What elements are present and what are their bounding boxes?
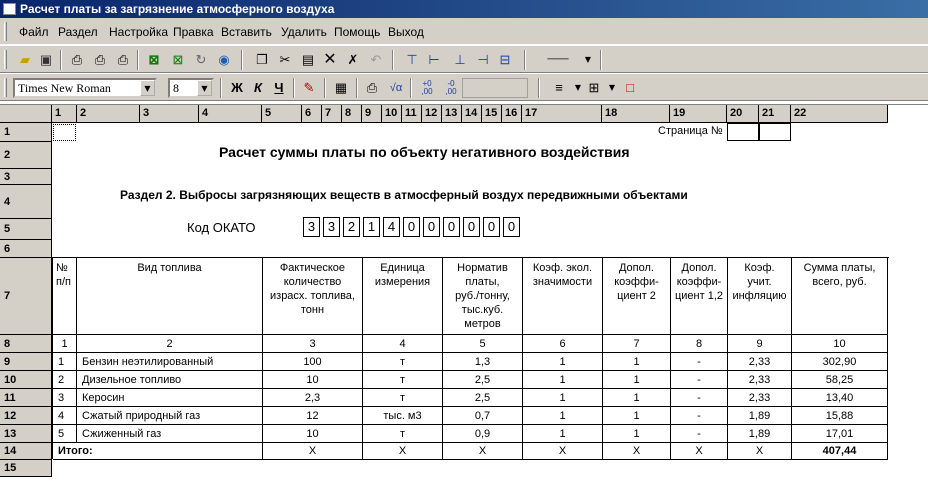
table-header-line: инфляцию bbox=[732, 290, 787, 302]
table-cell-inflation-coef[interactable]: 2,33 bbox=[728, 389, 792, 407]
page-number-box[interactable] bbox=[727, 123, 759, 141]
globe-icon[interactable]: ◉ bbox=[218, 52, 230, 67]
table-cell-rate[interactable]: 1,3 bbox=[443, 353, 523, 371]
insert-col-icon[interactable]: ⊢ bbox=[428, 52, 440, 67]
table-cell-unit[interactable]: т bbox=[363, 353, 443, 371]
table-cell-eco-coef[interactable]: 1 bbox=[523, 389, 603, 407]
formula-icon[interactable]: √α bbox=[389, 82, 403, 94]
row-header[interactable]: 8 bbox=[0, 335, 52, 353]
bold-button[interactable]: Ж bbox=[231, 80, 243, 95]
table-cell-coef-2[interactable]: 1 bbox=[603, 353, 671, 371]
table-header-line: Единица bbox=[380, 262, 425, 274]
table-header-line: значимости bbox=[532, 276, 593, 288]
table-header-line: п/п bbox=[56, 276, 71, 288]
row-header[interactable]: 15 bbox=[0, 460, 52, 477]
column-header[interactable]: 12 bbox=[422, 105, 442, 123]
toolbar-separator bbox=[538, 78, 540, 98]
table-header-line: коэффи- bbox=[614, 276, 659, 288]
table-header-text bbox=[614, 261, 659, 303]
column-header[interactable]: 3 bbox=[140, 105, 199, 123]
total-cell-inflation-coef[interactable]: X bbox=[728, 443, 792, 460]
table-header-rate bbox=[443, 258, 523, 335]
print-icon[interactable]: ⎙ bbox=[117, 52, 129, 67]
excel-icon[interactable]: ⊠ bbox=[148, 52, 160, 67]
table-cell-coef-1-2[interactable]: - bbox=[671, 389, 728, 407]
column-header[interactable]: 2 bbox=[77, 105, 140, 123]
table-cell-coef-2[interactable]: 1 bbox=[603, 371, 671, 389]
table-header-line: метров bbox=[464, 318, 501, 330]
okato-digit[interactable]: 0 bbox=[403, 217, 420, 237]
table-cell-fuel[interactable]: Сжиженный газ bbox=[77, 425, 263, 443]
add-decimal-button[interactable]: +0 ,00 bbox=[421, 79, 433, 96]
okato-label: Код ОКАТО bbox=[187, 220, 256, 235]
column-header[interactable]: 20 bbox=[727, 105, 759, 123]
table-cell-unit[interactable]: т bbox=[363, 425, 443, 443]
toolbar-separator bbox=[356, 78, 358, 98]
column-header[interactable]: 17 bbox=[522, 105, 602, 123]
table-header-text bbox=[270, 261, 355, 317]
menu-delete[interactable]: Удалить bbox=[281, 25, 327, 39]
column-header[interactable]: 21 bbox=[759, 105, 791, 123]
page-label: Страница № bbox=[658, 125, 723, 137]
table-header-eco-coef bbox=[523, 258, 603, 335]
menu-grip bbox=[4, 22, 7, 41]
table-header-unit bbox=[363, 258, 443, 335]
table-cell-total-sum[interactable]: 58,25 bbox=[792, 371, 888, 389]
okato-digit[interactable]: 0 bbox=[463, 217, 480, 237]
column-number-cell[interactable]: 8 bbox=[671, 335, 728, 353]
column-header[interactable]: 1 bbox=[52, 105, 77, 123]
toolbar-separator bbox=[600, 50, 602, 70]
table-header-fuel bbox=[77, 258, 263, 335]
column-number-cell[interactable]: 1 bbox=[53, 335, 77, 353]
table-cell-coef-2[interactable]: 1 bbox=[603, 407, 671, 425]
column-number-cell[interactable]: 3 bbox=[263, 335, 363, 353]
table-header-line: циент 1,2 bbox=[674, 290, 724, 302]
blank-field bbox=[462, 78, 528, 98]
table-cell-coef-1-2[interactable]: - bbox=[671, 425, 728, 443]
refresh-icon[interactable]: ⊠ bbox=[172, 52, 184, 67]
table-header-line: № bbox=[56, 262, 68, 274]
row-header[interactable]: 9 bbox=[0, 353, 52, 371]
table-cell-quantity[interactable]: 10 bbox=[263, 425, 363, 443]
table-header-line: Допол. bbox=[681, 262, 717, 274]
table-cell-eco-coef[interactable]: 1 bbox=[523, 371, 603, 389]
okato-digit[interactable]: 0 bbox=[423, 217, 440, 237]
table-cell-rate[interactable]: 0,9 bbox=[443, 425, 523, 443]
table-cell-quantity[interactable]: 10 bbox=[263, 371, 363, 389]
active-cell[interactable] bbox=[53, 124, 76, 141]
row-header[interactable]: 7 bbox=[0, 258, 52, 335]
printer-calc-icon[interactable]: ⎙ bbox=[366, 80, 378, 95]
table-cell-unit[interactable]: т bbox=[363, 371, 443, 389]
page-total-box[interactable] bbox=[759, 123, 791, 141]
column-number-cell[interactable]: 9 bbox=[728, 335, 792, 353]
menu-exit[interactable]: Выход bbox=[388, 25, 424, 39]
table-header-line: платы, bbox=[465, 276, 500, 288]
table-header-text bbox=[137, 261, 201, 275]
toolbar-grip bbox=[4, 50, 7, 69]
row-header[interactable]: 13 bbox=[0, 425, 52, 443]
table-cell-coef-1-2[interactable]: - bbox=[671, 371, 728, 389]
column-header[interactable]: 19 bbox=[670, 105, 727, 123]
table-header-line: Сумма платы, bbox=[803, 262, 876, 274]
chevron-down-icon[interactable]: ▼ bbox=[574, 83, 582, 92]
table-cell-total-sum[interactable]: 15,88 bbox=[792, 407, 888, 425]
table-cell-coef-1-2[interactable]: - bbox=[671, 407, 728, 425]
column-number-cell[interactable]: 4 bbox=[363, 335, 443, 353]
toolbar-separator bbox=[392, 50, 394, 70]
toolbar-separator bbox=[220, 78, 222, 98]
toolbar-separator bbox=[241, 50, 243, 70]
total-cell-coef-1-2[interactable]: X bbox=[671, 443, 728, 460]
chevron-down-icon[interactable]: ▼ bbox=[608, 83, 616, 92]
split-icon[interactable]: ⊥ bbox=[454, 52, 466, 67]
table-cell-num[interactable]: 1 bbox=[53, 353, 77, 371]
chevron-down-icon[interactable]: ▼ bbox=[140, 80, 155, 96]
chevron-down-icon[interactable]: ▼ bbox=[197, 80, 212, 96]
cut-icon[interactable]: ✂ bbox=[279, 52, 291, 67]
table-header-line: Коэф. экол. bbox=[532, 262, 593, 274]
menu-bar bbox=[0, 18, 928, 45]
okato-digit[interactable]: 0 bbox=[483, 217, 500, 237]
toolbar-separator bbox=[293, 78, 295, 98]
remove-decimal-button[interactable]: -0 ,00 bbox=[445, 79, 457, 96]
row-header[interactable]: 4 bbox=[0, 185, 52, 219]
table-header-coef-1-2 bbox=[671, 258, 728, 335]
table-cell-fuel[interactable]: Бензин неэтилированный bbox=[77, 353, 263, 371]
table-cell-quantity[interactable]: 2,3 bbox=[263, 389, 363, 407]
borders-icon[interactable]: ⊞ bbox=[588, 80, 600, 95]
calculator-icon[interactable]: ▦ bbox=[334, 80, 348, 95]
column-header[interactable]: 22 bbox=[791, 105, 888, 123]
okato-digit[interactable]: 0 bbox=[503, 217, 520, 237]
toolbar-grip bbox=[4, 78, 7, 97]
column-header[interactable]: 8 bbox=[342, 105, 362, 123]
total-cell-total-sum[interactable]: 407,44 bbox=[792, 443, 888, 460]
column-header[interactable]: 11 bbox=[402, 105, 422, 123]
table-header-line: руб./тонну, bbox=[455, 290, 510, 302]
total-cell-eco-coef[interactable]: X bbox=[523, 443, 603, 460]
row-header[interactable]: 11 bbox=[0, 389, 52, 407]
underline-button[interactable]: Ч bbox=[274, 80, 284, 95]
table-cell-total-sum[interactable]: 13,40 bbox=[792, 389, 888, 407]
menu-settings[interactable]: Настройка bbox=[109, 25, 169, 39]
italic-button[interactable]: К bbox=[254, 80, 262, 95]
okato-digit[interactable]: 0 bbox=[443, 217, 460, 237]
table-header-text bbox=[56, 261, 71, 289]
paste-icon[interactable]: ▤ bbox=[301, 52, 315, 67]
table-cell-inflation-coef[interactable]: 1,89 bbox=[728, 407, 792, 425]
table-header-line: израсх. топлива, bbox=[270, 290, 355, 302]
column-header[interactable]: 5 bbox=[262, 105, 302, 123]
fill-color-icon[interactable]: □ bbox=[626, 80, 634, 95]
window-title: Расчет платы за загрязнение атмосферного воздуха bbox=[20, 2, 335, 16]
delete-x-icon[interactable]: ✕ bbox=[323, 51, 337, 68]
font-size-select[interactable] bbox=[168, 78, 214, 98]
toolbar-separator bbox=[524, 50, 526, 70]
table-header-line: Вид топлива bbox=[137, 262, 202, 274]
title-bar bbox=[0, 0, 928, 18]
okato-digit[interactable]: 2 bbox=[343, 217, 360, 237]
table-cell-fuel[interactable]: Дизельное топливо bbox=[77, 371, 263, 389]
row-header[interactable]: 6 bbox=[0, 240, 52, 258]
font-name-select[interactable] bbox=[13, 78, 157, 98]
table-header-line: учит. bbox=[747, 276, 772, 288]
row-header[interactable]: 12 bbox=[0, 407, 52, 425]
copy-icon[interactable]: ❐ bbox=[256, 52, 268, 67]
table-header-text bbox=[533, 261, 592, 289]
okato-digit[interactable]: 4 bbox=[383, 217, 400, 237]
table-header-line: всего, руб. bbox=[812, 276, 867, 288]
table-header-text bbox=[455, 261, 510, 331]
table-cell-inflation-coef[interactable]: 2,33 bbox=[728, 371, 792, 389]
table-header-total-sum bbox=[792, 258, 888, 335]
column-header[interactable]: 13 bbox=[442, 105, 462, 123]
table-header-line: тонн bbox=[300, 304, 325, 316]
print-setup-icon[interactable]: ⎙ bbox=[94, 52, 106, 67]
font-size-value: 8 bbox=[173, 81, 179, 95]
column-number-cell[interactable]: 10 bbox=[792, 335, 888, 353]
undo-icon[interactable]: ↶ bbox=[370, 52, 382, 67]
open-folder-icon[interactable]: ▰ bbox=[20, 52, 30, 67]
standard-toolbar bbox=[0, 45, 928, 73]
table-cell-coef-2[interactable]: 1 bbox=[603, 425, 671, 443]
reload-icon[interactable]: ↻ bbox=[195, 52, 207, 67]
total-cell-unit[interactable]: X bbox=[363, 443, 443, 460]
table-header-line: количество bbox=[283, 276, 342, 288]
font-name-value: Times New Roman bbox=[18, 81, 111, 95]
table-header-line: измерения bbox=[374, 276, 431, 288]
brush-icon[interactable]: ✎ bbox=[303, 80, 315, 95]
table-cell-eco-coef[interactable]: 1 bbox=[523, 425, 603, 443]
table-header-text bbox=[375, 261, 430, 289]
table-cell-quantity[interactable]: 12 bbox=[263, 407, 363, 425]
table-cell-num[interactable]: 3 bbox=[53, 389, 77, 407]
okato-digit[interactable]: 3 bbox=[303, 217, 320, 237]
menu-help[interactable]: Помощь bbox=[334, 25, 381, 39]
total-cell-coef-2[interactable]: X bbox=[603, 443, 671, 460]
menu-section[interactable]: Раздел bbox=[58, 25, 98, 39]
clear-icon[interactable]: ✗ bbox=[347, 52, 359, 67]
table-header-line: Фактическое bbox=[279, 262, 346, 274]
page-title: Расчет суммы платы по объекту негативного воздействия bbox=[219, 144, 630, 160]
table-cell-unit[interactable]: т bbox=[363, 389, 443, 407]
column-number-cell[interactable]: 5 bbox=[443, 335, 523, 353]
toolbar-separator bbox=[137, 50, 139, 70]
menu-file[interactable]: Файл bbox=[19, 25, 49, 39]
table-cell-rate[interactable]: 2,5 bbox=[443, 371, 523, 389]
table-cell-eco-coef[interactable]: 1 bbox=[523, 353, 603, 371]
column-number-cell[interactable]: 6 bbox=[523, 335, 603, 353]
table-cell-coef-1-2[interactable]: - bbox=[671, 353, 728, 371]
table-header-num bbox=[53, 258, 77, 335]
table-cell-rate[interactable]: 2,5 bbox=[443, 389, 523, 407]
row-header[interactable]: 2 bbox=[0, 142, 52, 169]
column-header[interactable]: 10 bbox=[382, 105, 402, 123]
column-header[interactable]: 9 bbox=[362, 105, 382, 123]
toolbar-separator bbox=[324, 78, 326, 98]
table-cell-unit[interactable]: тыс. м3 bbox=[363, 407, 443, 425]
table-header-line: циент 2 bbox=[617, 290, 656, 302]
table-cell-total-sum[interactable]: 302,90 bbox=[792, 353, 888, 371]
table-header-line: Допол. bbox=[618, 262, 654, 274]
table-cell-total-sum[interactable]: 17,01 bbox=[792, 425, 888, 443]
table-header-line: Норматив bbox=[457, 262, 508, 274]
column-number-cell[interactable]: 2 bbox=[77, 335, 263, 353]
total-cell-quantity[interactable]: X bbox=[263, 443, 363, 460]
row-header[interactable]: 14 bbox=[0, 443, 52, 460]
table-cell-num[interactable]: 2 bbox=[53, 371, 77, 389]
table-cell-inflation-coef[interactable]: 1,89 bbox=[728, 425, 792, 443]
table-header-text bbox=[732, 261, 786, 303]
table-cell-coef-2[interactable]: 1 bbox=[603, 389, 671, 407]
merge-icon[interactable]: ⊣ bbox=[477, 52, 489, 67]
format-toolbar bbox=[0, 73, 928, 101]
chevron-down-icon[interactable]: ▼ bbox=[584, 55, 592, 64]
toolbar-separator bbox=[410, 78, 412, 98]
table-header-line: коэффи- bbox=[676, 276, 722, 288]
table-cell-inflation-coef[interactable]: 2,33 bbox=[728, 353, 792, 371]
table-cell-fuel[interactable]: Керосин bbox=[77, 389, 263, 407]
print-preview-icon[interactable]: ⎙ bbox=[71, 52, 83, 67]
table-icon[interactable]: ⊟ bbox=[499, 52, 511, 67]
row-header[interactable]: 1 bbox=[0, 123, 52, 142]
table-header-inflation-coef bbox=[728, 258, 792, 335]
table-header-line: Коэф. bbox=[744, 262, 775, 274]
column-header[interactable]: 15 bbox=[482, 105, 502, 123]
table-cell-num[interactable]: 4 bbox=[53, 407, 77, 425]
table-header-text bbox=[804, 261, 876, 289]
insert-row-icon[interactable]: ⊤ bbox=[406, 52, 418, 67]
row-header[interactable]: 10 bbox=[0, 371, 52, 389]
table-cell-rate[interactable]: 0,7 bbox=[443, 407, 523, 425]
total-cell-rate[interactable]: X bbox=[443, 443, 523, 460]
column-header[interactable]: 14 bbox=[462, 105, 482, 123]
table-header-text bbox=[675, 261, 723, 303]
menu-insert[interactable]: Вставить bbox=[221, 25, 272, 39]
row-header[interactable]: 3 bbox=[0, 169, 52, 185]
app-icon bbox=[3, 3, 16, 15]
table-header-coef-2 bbox=[603, 258, 671, 335]
align-icon[interactable]: ≡ bbox=[555, 80, 563, 95]
grid-corner[interactable] bbox=[0, 105, 52, 123]
table-header-quantity bbox=[263, 258, 363, 335]
section-title: Раздел 2. Выбросы загрязняющих веществ в атмосферный воздух передвижными объектами bbox=[120, 188, 688, 202]
total-label-cell[interactable]: Итого: bbox=[53, 443, 263, 460]
menu-edit[interactable]: Правка bbox=[173, 25, 214, 39]
column-header[interactable]: 18 bbox=[602, 105, 670, 123]
save-icon[interactable]: ▣ bbox=[39, 52, 53, 67]
column-header[interactable]: 16 bbox=[502, 105, 522, 123]
toolbar-separator bbox=[60, 50, 62, 70]
table-cell-fuel[interactable]: Сжатый природный газ bbox=[77, 407, 263, 425]
table-header-line: тыс.куб. bbox=[461, 304, 504, 316]
row-header[interactable]: 5 bbox=[0, 219, 52, 240]
okato-digit[interactable]: 3 bbox=[323, 217, 340, 237]
column-number-cell[interactable]: 7 bbox=[603, 335, 671, 353]
column-header[interactable]: 4 bbox=[199, 105, 262, 123]
table-cell-eco-coef[interactable]: 1 bbox=[523, 407, 603, 425]
table-cell-num[interactable]: 5 bbox=[53, 425, 77, 443]
line-style-icon[interactable]: ─── bbox=[547, 54, 569, 65]
column-header[interactable]: 6 bbox=[302, 105, 322, 123]
okato-digit[interactable]: 1 bbox=[363, 217, 380, 237]
table-cell-quantity[interactable]: 100 bbox=[263, 353, 363, 371]
column-header[interactable]: 7 bbox=[322, 105, 342, 123]
